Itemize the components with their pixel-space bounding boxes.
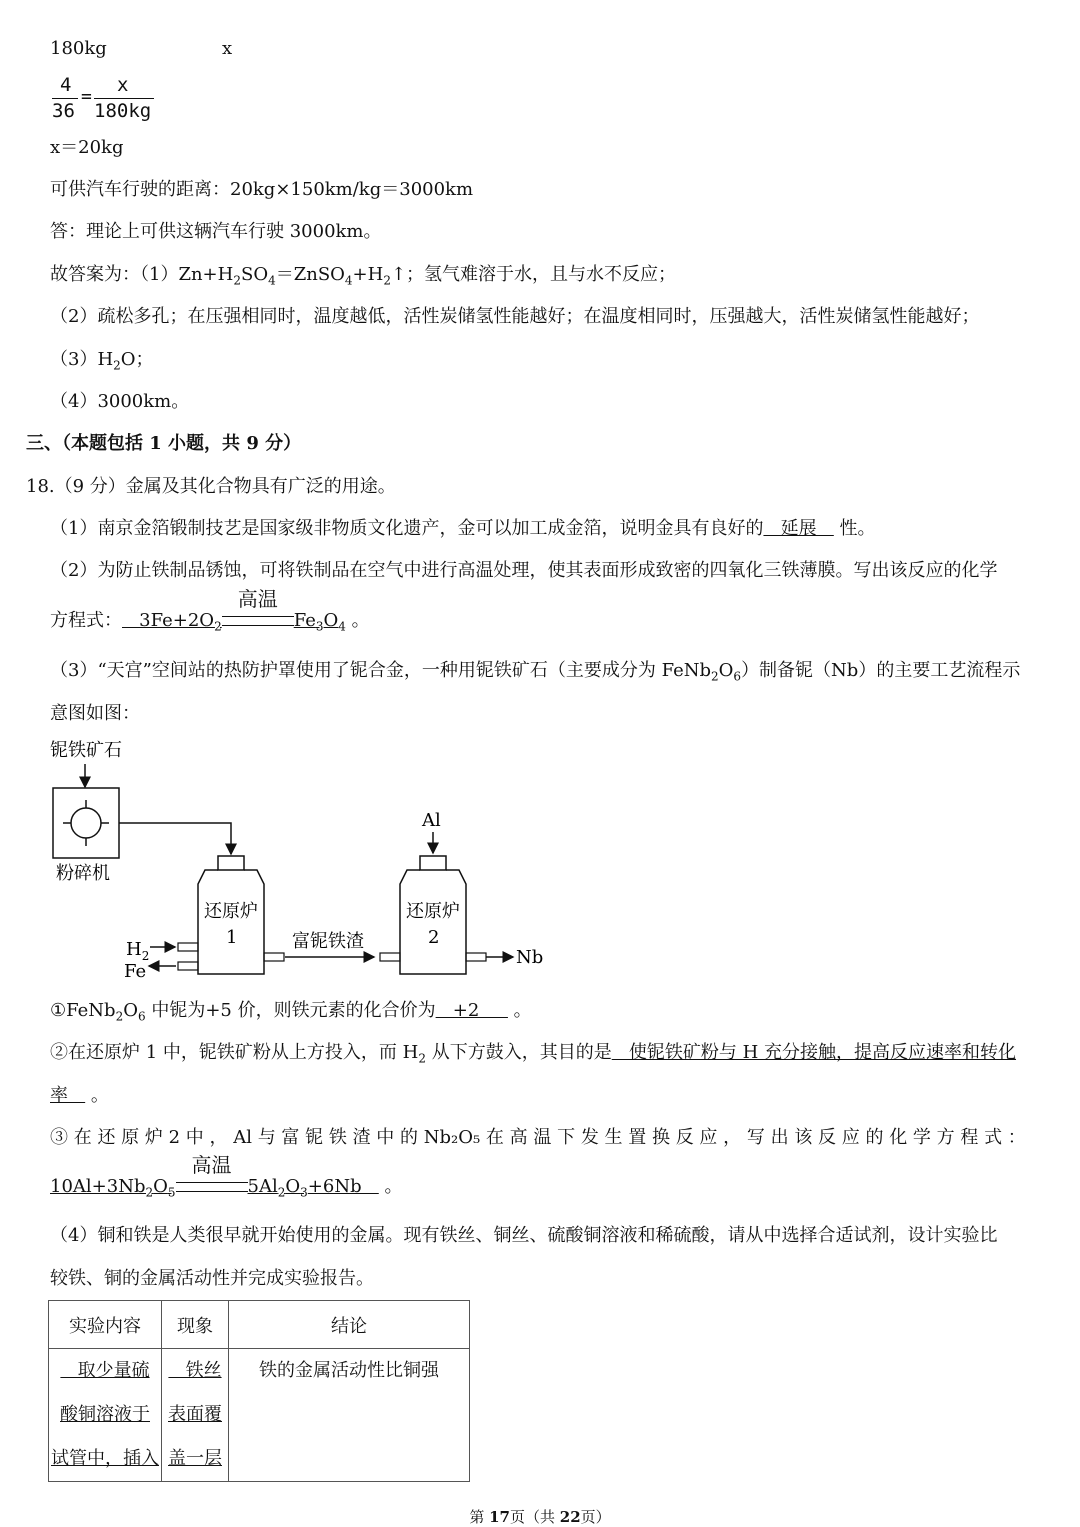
table-row (49, 1349, 470, 1482)
calc-result: x＝20kg (50, 137, 124, 158)
q18-part2-answer: $3Fe+2O_2$ (122, 610, 222, 634)
experiment-report-table (48, 1300, 470, 1482)
crusher-label: 粉碎机 (56, 863, 110, 884)
slag-label: 富铌铁渣 (292, 931, 364, 952)
cell-line: 取少量硫 (60, 1360, 150, 1381)
proportion-equation (50, 74, 160, 124)
q18-part2-line1: （2）为防止铁制品锈蚀，可将铁制品在空气中进行高温处理，使其表面形成致密的四氧化三铁薄膜。写出该反应的化学 (50, 560, 998, 581)
frac-right-num: x (117, 74, 129, 96)
cell-line: 盖一层 (168, 1448, 222, 1469)
q18-part4-line1: （4）铜和铁是人类很早就开始使用的金属。现有铁丝、铜丝、硫酸铜溶液和稀硫酸，请从中选择合适试剂，设计实验比 (50, 1225, 998, 1246)
table-cell-content (49, 1349, 162, 1482)
table-header-phenomenon: 现象 (162, 1301, 229, 1349)
prev-answer-2: （2）疏松多孔；在压强相同时，温度越低，活性炭储氢性能越好；在温度相同时，压强越大，活性炭储氢性能越好； (50, 306, 980, 327)
cell-line: 铁丝 (168, 1360, 222, 1381)
crusher (53, 788, 119, 858)
fe-label: Fe (124, 961, 147, 982)
q18-sub3-line1: ③ 在 还 原 炉 2 中 ， Al 与 富 铌 铁 渣 中 的 Nb₂O₅ 在 高 温 下 发 生 置 换 反 应 ， 写 出 该 反 应 的 化 学 方 程 式 ： (50, 1127, 1026, 1148)
q18-stem: 18.（9 分）金属及其化合物具有广泛的用途。 (26, 476, 396, 497)
table-header-content: 实验内容 (49, 1301, 162, 1349)
section-heading: 三、（本题包括 1 小题，共 9 分） (26, 433, 302, 454)
q18-sub1-answer: +2 (435, 1000, 508, 1021)
al-label: Al (422, 810, 441, 831)
furnace-1-label: 还原炉 (204, 901, 258, 922)
condition-high-temp: 高温 (222, 610, 294, 626)
q18-sub2-answer-cont: 率 (50, 1085, 86, 1106)
q18-sub3-equation: $10Al+3Nb_2O_5$ 高温 $5Al_2O_3+6Nb$ 。 (50, 1153, 403, 1200)
q18-part3-line2: 意图如图： (50, 703, 140, 724)
h2-label: $H_2$ (126, 939, 150, 963)
cell-line: 表面覆 (168, 1404, 222, 1425)
q18-sub3-answer: $10Al+3Nb_2O_5$ (50, 1176, 176, 1200)
q18-part4-line2: 较铁、铜的金属活动性并完成实验报告。 (50, 1268, 374, 1289)
q18-part1: （1）南京金箔锻制技艺是国家级非物质文化遗产，金可以加工成金箔，说明金具有良好的 延展 性。 (50, 518, 876, 539)
q18-sub2-answer: 使铌铁矿粉与 H 充分接触，提高反应速率和转化 (611, 1042, 1017, 1063)
q18-part3-line1: （3）“天宫”空间站的热防护罩使用了铌合金，一种用铌铁矿石（主要成分为 $FeNb_2O_6$）制备铌（Nb）的主要工艺流程示 (50, 660, 1021, 684)
page-number: 17 (489, 1508, 510, 1526)
process-flow-diagram (48, 734, 568, 984)
q18-sub1: $①FeNb_2O_6$ 中铌为+5 价，则铁元素的化合价为 +2 。 (50, 1000, 532, 1024)
prev-answer-4: （4）3000km。 (50, 391, 190, 412)
prev-answer-1: 故答案为：$(1)Zn+H_2SO_4=ZnSO_4+H_2↑$；氢气难溶于水，且与水不反应； (50, 264, 677, 288)
frac-eq: = (81, 86, 92, 107)
prev-answer-3: $(3)H_2O$； (50, 349, 154, 373)
cell-line: 试管中，插入 (51, 1448, 159, 1469)
table-header-row (49, 1301, 470, 1349)
condition-high-temp-2: 高温 (176, 1176, 248, 1192)
q18-part2-product: $Fe_3O_4$ (293, 610, 346, 634)
table-cell-phenomenon (162, 1349, 229, 1482)
q18-sub2-line2: 率 。 (50, 1085, 109, 1106)
calc-distance: 可供汽车行驶的距离：20kg×150km/kg＝3000km (50, 179, 474, 200)
q18-sub3-product: $5Al_2O_3+6Nb$ (247, 1176, 379, 1200)
table-cell-conclusion (229, 1349, 470, 1482)
calc-mass: 180kg (50, 38, 107, 59)
q18-sub2-line1: ②在还原炉 1 中，铌铁矿粉从上方投入，而 $H_2$ 从下方鼓入，其目的是 使铌铁矿粉与 H 充分接触，提高反应速率和转化 (50, 1042, 1017, 1066)
calc-answer: 答：理论上可供这辆汽车行驶 3000km。 (50, 221, 382, 242)
q18-part1-answer: 延展 (763, 518, 834, 539)
nb-label: Nb (516, 947, 544, 968)
calc-x: x (222, 38, 233, 59)
cell-line: 铁的金属活动性比铜强 (259, 1360, 439, 1381)
frac-right-den: 180kg (94, 100, 152, 122)
page-footer: 第 17页（共 22页） (469, 1508, 611, 1526)
table-header-conclusion: 结论 (229, 1301, 470, 1349)
q18-part2-equation: 方程式： $3Fe+2O_2$ 高温 $Fe_3O_4$ 。 (50, 587, 370, 634)
frac-left-num: 4 (60, 74, 72, 96)
page-total: 22 (559, 1508, 581, 1526)
cell-line: 酸铜溶液于 (60, 1404, 150, 1425)
furnace-1-number: 1 (226, 927, 238, 948)
furnace-2-label: 还原炉 (406, 901, 460, 922)
frac-left-den: 36 (52, 100, 75, 122)
ore-label: 铌铁矿石 (50, 740, 122, 761)
furnace-2-number: 2 (428, 927, 440, 948)
